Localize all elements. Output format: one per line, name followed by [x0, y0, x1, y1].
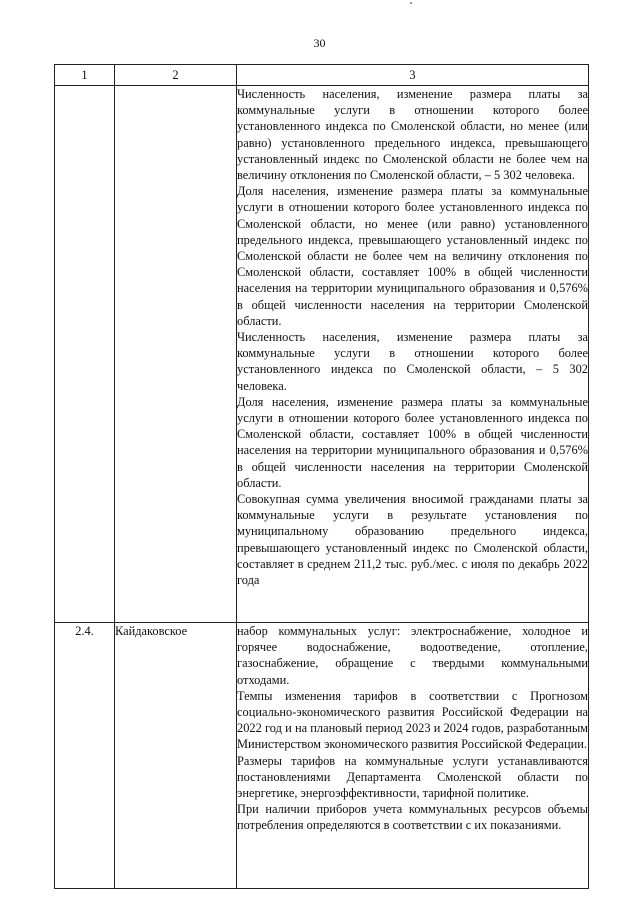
table-row — [55, 86, 589, 623]
paragraph: Доля населения, изменение размера платы за коммунальные услуги в отношении которого более установленного индекса по Смоленской области, но менее (или равно) установленного предельного индекса, превышающего установленный индекс по Смоленской области не более чем на величину отклонения по Смоленской области, составляет 100% в общей численности населения на территории муниципального образования и 0,576% в общей численности населения на территории Смоленской области. — [237, 184, 588, 328]
municipality-name — [115, 86, 237, 623]
paragraph: Совокупная сумма увеличения вносимой гражданами платы за коммунальные услуги в результате установления по муниципальному образованию предельного индекса, превышающего установленный индекс по Смоленской области, составляет в среднем 211,2 тыс. руб./мес. с июля по декабрь 2022 года — [237, 492, 588, 588]
paragraph: При наличии приборов учета коммунальных ресурсов объемы потребления определяются в соответствии с их показаниями. — [237, 802, 588, 833]
paragraph: Численность населения, изменение размера платы за коммунальные услуги в отношении которого более установленного индекса по Смоленской области, – 5 302 человека. — [237, 330, 588, 393]
column-header-3: 3 — [237, 65, 589, 86]
document-table — [54, 64, 589, 889]
municipality-name: Кайдаковское — [115, 623, 237, 889]
table-header-row — [55, 65, 589, 86]
page-number: 30 — [313, 36, 326, 50]
column-header-1: 1 — [55, 65, 115, 86]
column-header-2: 2 — [115, 65, 237, 86]
paragraph: Доля населения, изменение размера платы за коммунальные услуги в отношении которого более установленного индекса по Смоленской области, составляет 100% в общей численности населения на территории муниципального образования и 0,576% в общей численности населения на территории Смоленской области. — [237, 394, 588, 490]
description-cell — [237, 86, 589, 623]
scan-speck — [410, 2, 412, 4]
paragraph: Численность населения, изменение размера платы за коммунальные услуги в отношении которого более установленного индекса по Смоленской области, но менее (или равно) установленного предельного индекса, превышающего установленный индекс по Смоленской области не более чем на величину отклонения по Смоленской области, – 5 302 человека. — [237, 87, 588, 183]
paragraph: Темпы изменения тарифов в соответствии с Прогнозом социально-экономического развития Российской Федерации на 2022 год и на плановый период 2023 и 2024 годов, разработанным Министерством экономического развития Российской Федерации. — [237, 688, 588, 752]
row-number: 2.4. — [55, 623, 115, 889]
table-row — [55, 623, 589, 889]
row-number — [55, 86, 115, 623]
description-cell — [237, 623, 589, 889]
paragraph: набор коммунальных услуг: электроснабжение, холодное и горячее водоснабжение, водоотведение, отопление, газоснабжение, обращение с твердыми коммунальными отходами. — [237, 624, 588, 687]
paragraph: Размеры тарифов на коммунальные услуги устанавливаются постановлениями Департамента Смоленской области по энергетике, энергоэффективности, тарифной политике. — [237, 753, 588, 801]
